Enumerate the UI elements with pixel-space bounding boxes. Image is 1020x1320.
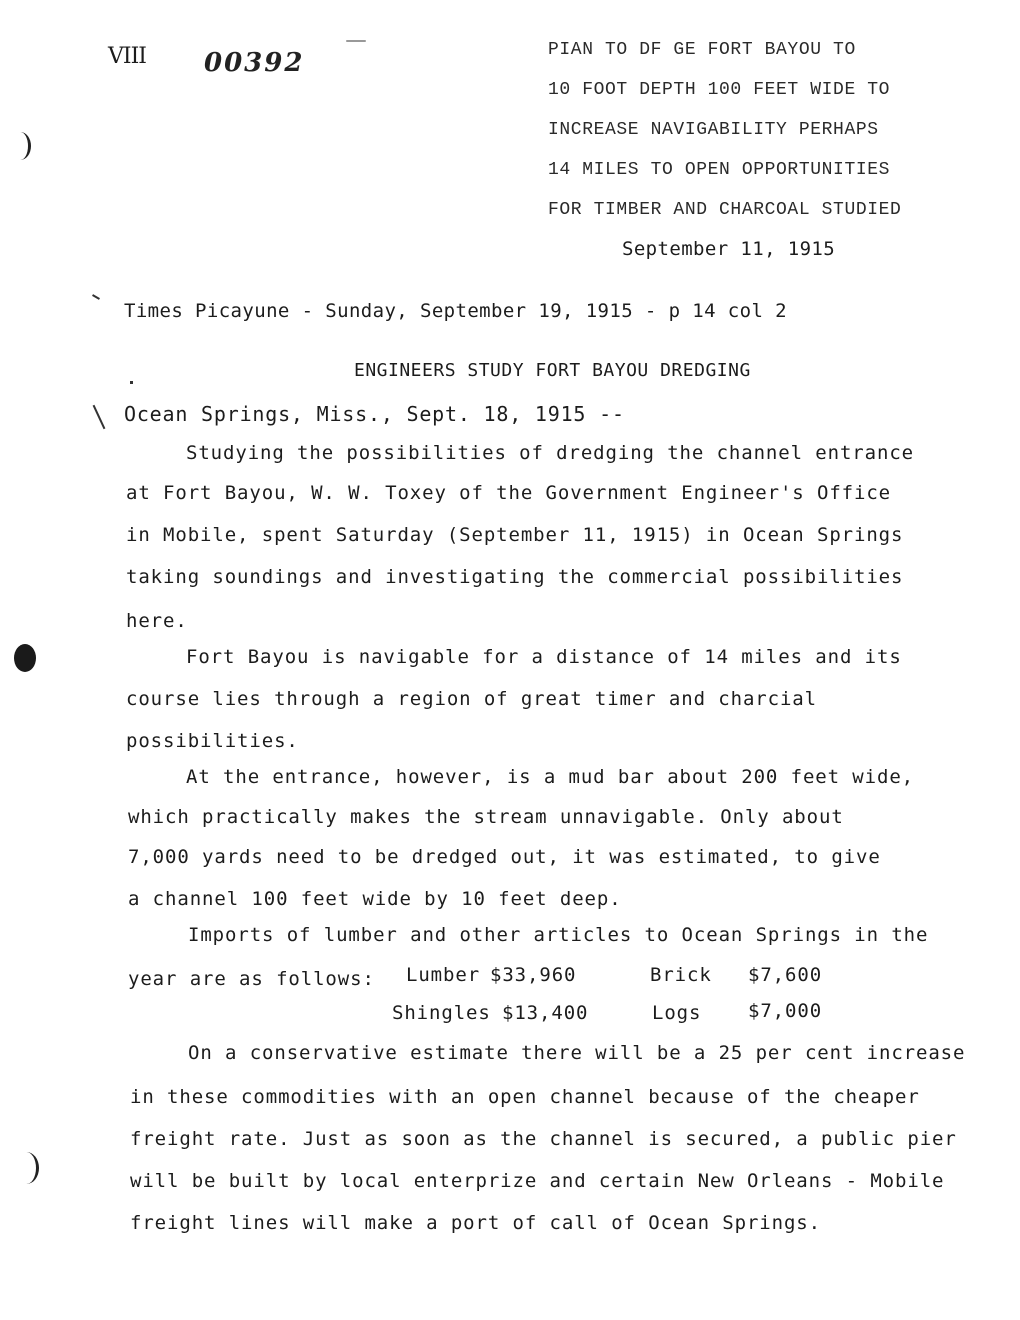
article-line: at Fort Bayou, W. W. Toxey of the Government Engineer's Office [126,482,892,504]
headline-line-5: FOR TIMBER AND CHARCOAL STUDIED [548,200,902,220]
import-item-shingles: Shingles [392,1002,491,1024]
headline-line-2: 10 FOOT DEPTH 100 FEET WIDE TO [548,80,891,100]
article-line: which practically makes the stream unnavigable. Only about [128,806,844,828]
binder-hole-top [10,132,31,160]
stray-mark [346,40,366,42]
binder-hole-middle [14,644,36,672]
article-line: here. [126,610,188,632]
article-line: Studying the possibilities of dredging the channel entrance [186,442,914,464]
import-value-logs: $7,000 [748,1000,823,1022]
headline-line-3: INCREASE NAVIGABILITY PERHAPS [548,120,879,140]
article-line: course lies through a region of great timer and charcial [126,688,817,710]
article-dateline: Ocean Springs, Miss., Sept. 18, 1915 -- [124,402,625,426]
article-line: On a conservative estimate there will be a 25 per cent increase [188,1042,966,1064]
import-value-brick: $7,600 [748,964,823,986]
article-line: freight lines will make a port of call of Ocean Springs. [130,1212,821,1234]
article-line: in these commodities with an open channel because of the cheaper [130,1086,920,1108]
document-number: 00392 [204,48,305,78]
article-line: year are as follows: [128,968,375,990]
article-line: Imports of lumber and other articles to Ocean Springs in the [188,924,929,946]
article-title: ENGINEERS STUDY FORT BAYOU DREDGING [354,360,751,381]
article-line: a channel 100 feet wide by 10 feet deep. [128,888,622,910]
article-line: taking soundings and investigating the commercial possibilities [126,566,904,588]
margin-tick [93,405,106,429]
import-item-logs: Logs [652,1002,702,1024]
article-line: At the entrance, however, is a mud bar about 200 feet wide, [186,766,914,788]
import-value-lumber: $33,960 [490,964,577,986]
headline-line-1: PIAN TO DF GE FORT BAYOU TO [548,40,856,60]
roman-numeral: VIII [108,44,146,69]
import-item-lumber: Lumber [406,964,481,986]
headline-line-4: 14 MILES TO OPEN OPPORTUNITIES [548,160,891,180]
source-citation: Times Picayune - Sunday, September 19, 1915 - p 14 col 2 [124,300,787,322]
binder-hole-bottom [14,1152,39,1184]
article-line: will be built by local enterprize and certain New Orleans - Mobile [130,1170,945,1192]
import-value-shingles: $13,400 [502,1002,589,1024]
stray-mark [130,381,133,384]
article-line: freight rate. Just as soon as the channel is secured, a public pier [130,1128,957,1150]
import-item-brick: Brick [650,964,712,986]
article-line: in Mobile, spent Saturday (September 11, 1915) in Ocean Springs [126,524,904,546]
header-date: September 11, 1915 [622,238,836,260]
stray-mark [92,294,100,300]
article-line: possibilities. [126,730,299,752]
article-line: 7,000 yards need to be dredged out, it was estimated, to give [128,846,881,868]
article-line: Fort Bayou is navigable for a distance of 14 miles and its [186,646,902,668]
